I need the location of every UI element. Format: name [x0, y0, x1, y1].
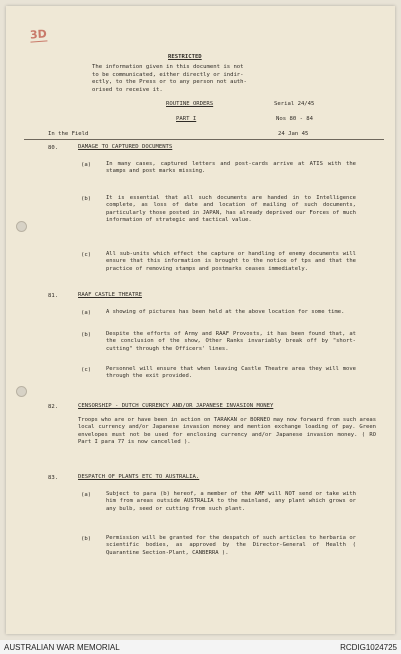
section-number: 81. [48, 293, 59, 299]
item-label: (c) [81, 252, 92, 258]
item-label: (b) [81, 536, 92, 542]
serial-number: Serial 24/45 [274, 101, 315, 107]
section-heading: CENSORSHIP - DUTCH CURRENCY AND/OR JAPANESE INVASION MONEY [78, 403, 274, 409]
item-label: (b) [81, 332, 92, 338]
section-number: 80. [48, 145, 59, 151]
security-notice: The information given in this document is not to be communicated, either directly or indir- ectly, to the Press or to any person not auth- orised to receive it. [92, 64, 247, 93]
item-text: Subject to para (b) hereof, a member of the AMF will NOT send or take with him from areas outside AUSTRALIA to the mainland, any plant which grows or any bulb, seed or cutting from such plant. [106, 491, 356, 512]
section-heading: DAMAGE TO CAPTURED DOCUMENTS [78, 144, 173, 150]
issue-date: 24 Jan 45 [278, 131, 309, 137]
item-label: (a) [81, 310, 92, 316]
item-text: All sub-units which effect the capture or handling of enemy documents will ensure that this information is brought to the notice of tps and that the practice of removing stamps and postmarks ceases immediately. [106, 251, 356, 272]
archive-footer [0, 640, 401, 654]
item-text: Permission will be granted for the despatch of such articles to herbaria or scientific bodies, as approved by the Director-General of Health ( Quarantine Section-Plant, CANBERRA ). [106, 535, 356, 556]
punch-hole-icon [16, 221, 27, 232]
part-label: PART I [176, 116, 197, 122]
item-label: (a) [81, 162, 92, 168]
archive-reference: RCDIG1024725 [340, 642, 397, 652]
item-text: In many cases, captured letters and post-cards arrive at ATIS with the stamps and post marks missing. [106, 161, 356, 175]
document-page [6, 6, 395, 634]
archive-name: AUSTRALIAN WAR MEMORIAL [4, 642, 120, 652]
item-text: Despite the efforts of Army and RAAF Provosts, it has been found that, at the conclusion of the show, Other Ranks invariably break off by "short-cutting" through the Officers' lines. [106, 331, 356, 352]
section-heading: DESPATCH OF PLANTS ETC TO AUSTRALIA. [78, 474, 200, 480]
section-number: 82. [48, 404, 59, 410]
item-text: A showing of pictures has been held at the above location for some time. [106, 309, 345, 315]
classification-heading: RESTRICTED [168, 54, 202, 60]
document-title: ROUTINE ORDERS [166, 101, 214, 107]
item-label: (a) [81, 492, 92, 498]
header-divider [24, 139, 384, 140]
location: In the Field [48, 131, 89, 137]
section-heading: RAAF CASTLE THEATRE [78, 292, 142, 298]
section-body: Troops who are or have been in action on TARAKAN or BORNEO may now forward from such areas local currency and/or Japanese invasion money and mention exchange loading of pay. Green envelopes must not be used for enclosing currency and/or Japanese invasion money. ( RO Part I para 77 is now cancelled ). [78, 417, 377, 445]
order-numbers: Nos 80 - 84 [276, 116, 314, 122]
item-text: It is essential that all such documents are handed in to Intelligence complete, as loss of date and location of mailing of such documents, particularly those posted in JAPAN, has already deprived our Forces of much information of strategic and tactical value. [106, 195, 356, 223]
item-text: Personnel will ensure that when leaving Castle Theatre area they will move through the exit provided. [106, 366, 356, 380]
punch-hole-icon [16, 386, 27, 397]
item-label: (b) [81, 196, 92, 202]
handwritten-page-mark: 3D [29, 27, 48, 42]
item-label: (c) [81, 367, 92, 373]
section-number: 83. [48, 475, 59, 481]
